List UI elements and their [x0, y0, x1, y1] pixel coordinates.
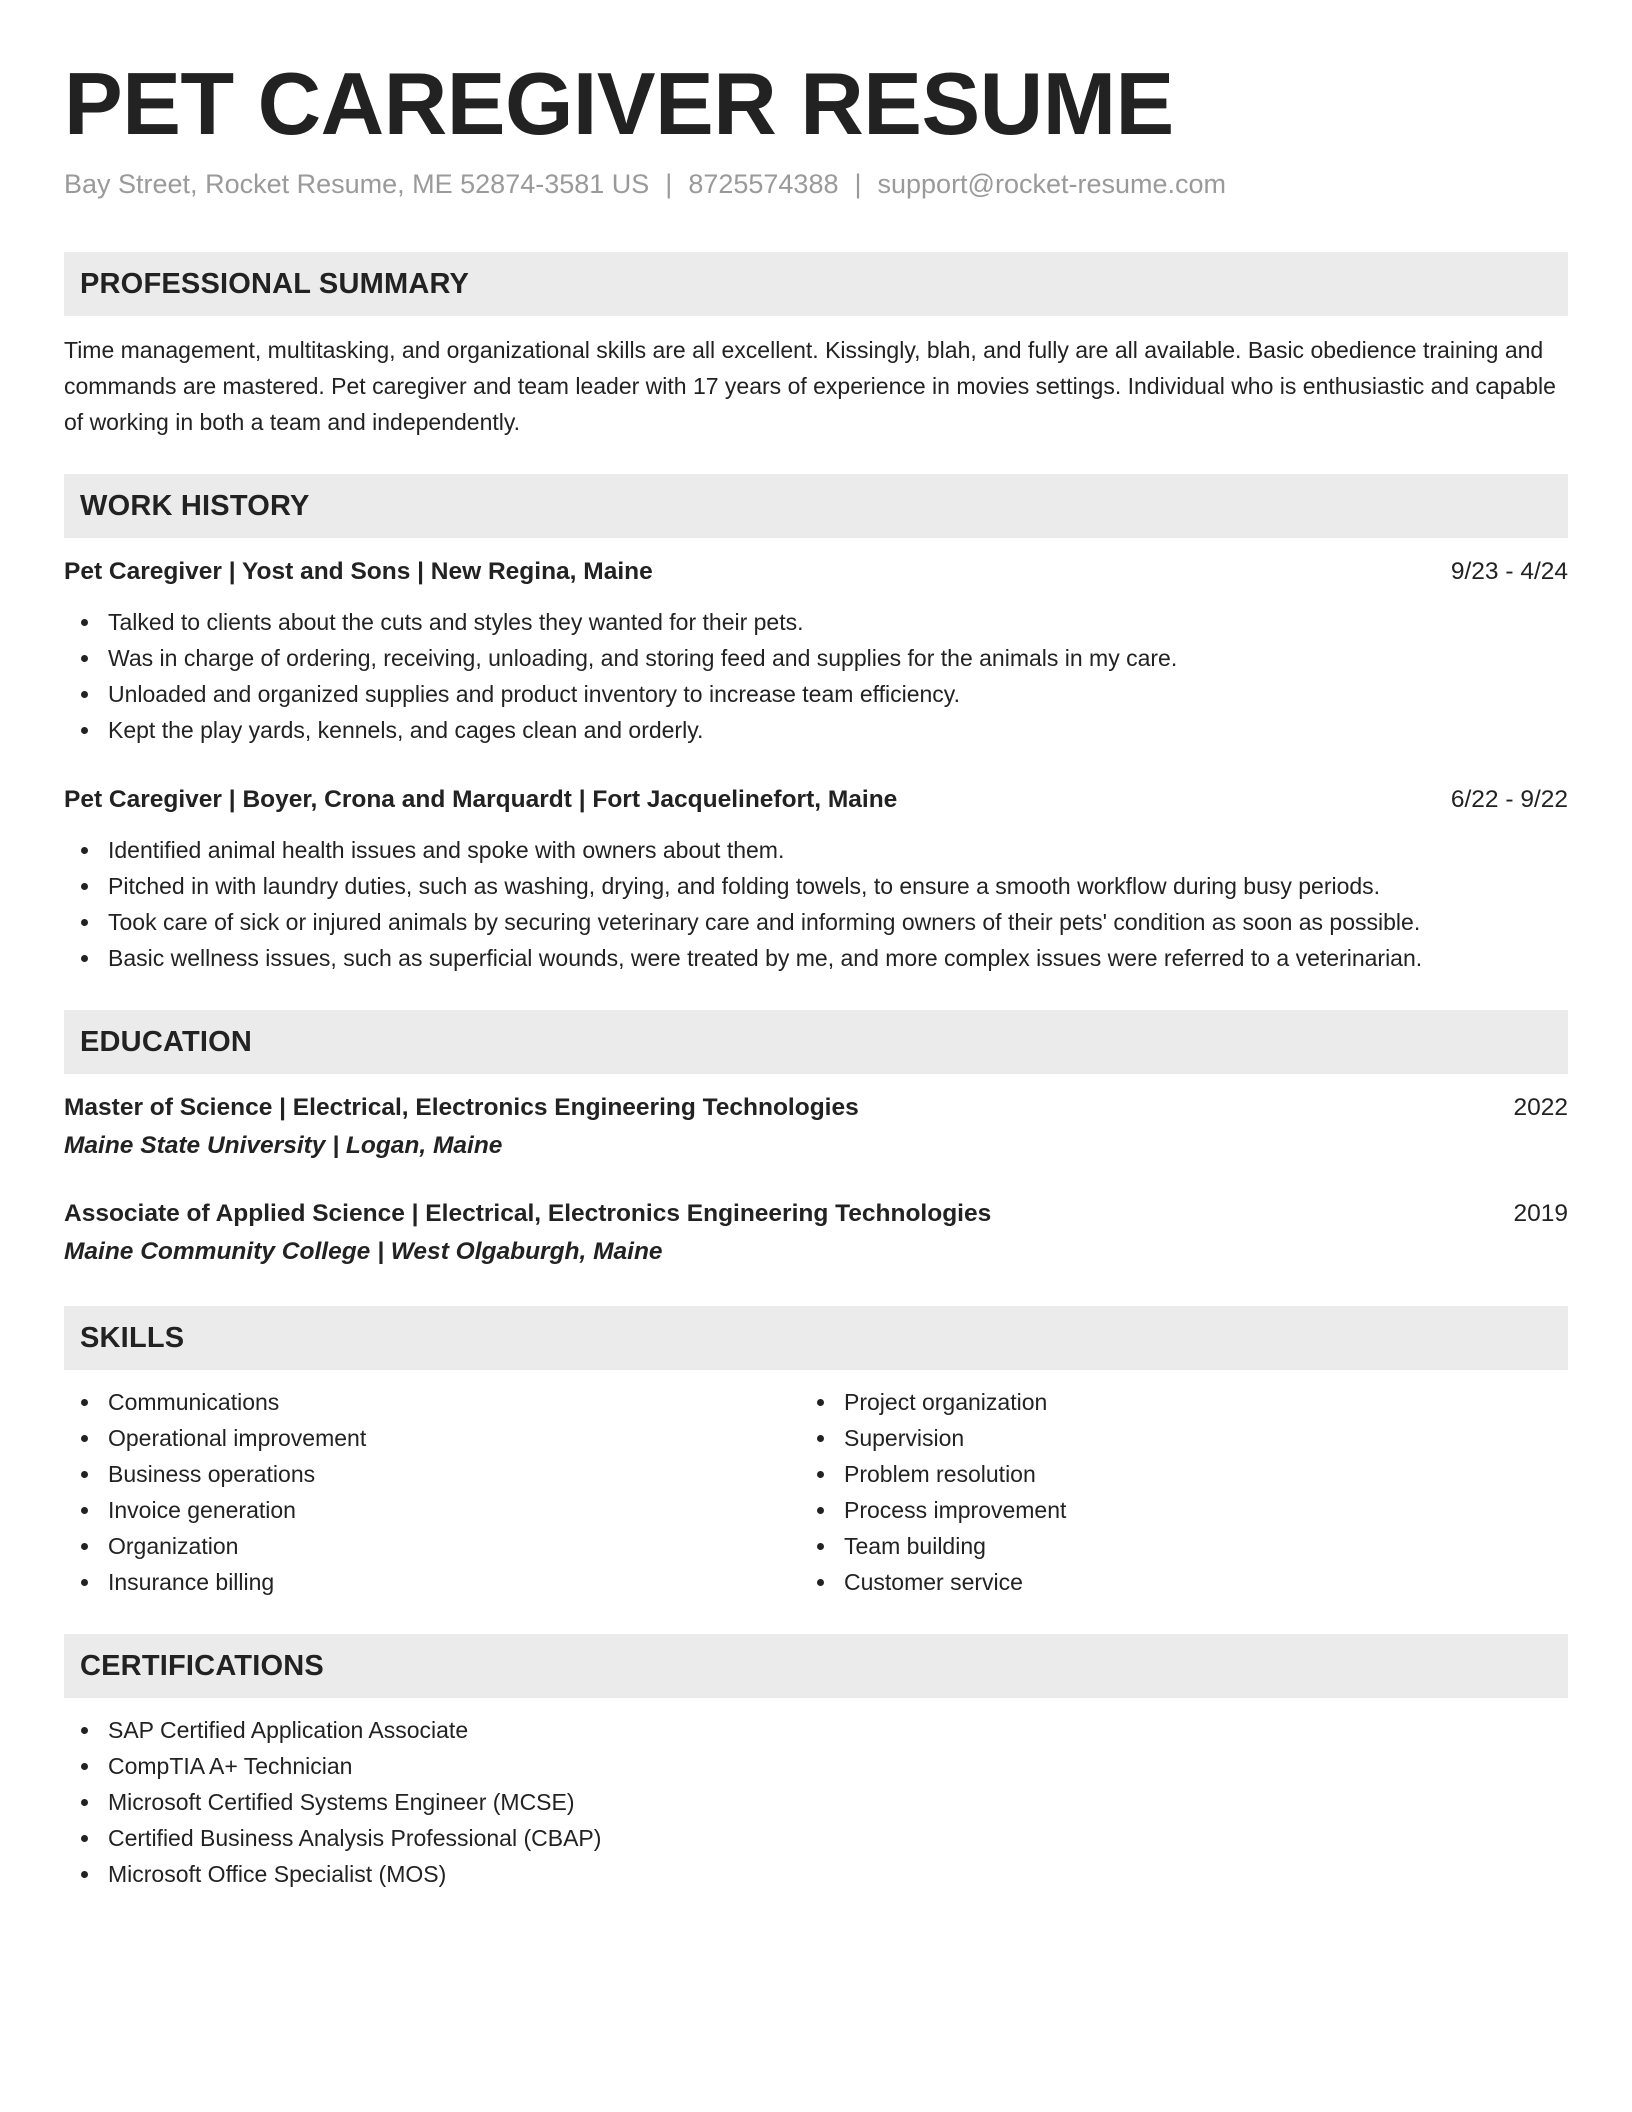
job-header [64, 554, 1568, 590]
degree-title: Associate of Applied Science | Electrical, Electronics Engineering Technologies [64, 1200, 992, 1227]
education-header [64, 1090, 1568, 1126]
certification-item: Microsoft Certified Systems Engineer (MCSE) [108, 1784, 1568, 1820]
skill-item: Invoice generation [108, 1492, 800, 1528]
skill-item: Project organization [844, 1384, 1560, 1420]
job-dates: 9/23 - 4/24 [1450, 558, 1568, 585]
list-item: Took care of sick or injured animals by securing veterinary care and informing owners of their pets' condition as soon as possible. [108, 904, 1568, 940]
list-item: Was in charge of ordering, receiving, unloading, and storing feed and supplies for the animals in my care. [108, 640, 1568, 676]
degree-title: Master of Science | Electrical, Electronics Engineering Technologies [64, 1094, 859, 1121]
skills-list-left [64, 1384, 800, 1600]
skill-item: Team building [844, 1528, 1560, 1564]
contact-separator: | [665, 169, 673, 199]
section-header-skills: SKILLS [64, 1306, 1568, 1370]
education-entry [64, 1090, 1568, 1166]
job-header [64, 782, 1568, 818]
education-header [64, 1196, 1568, 1232]
job-title: Pet Caregiver | Yost and Sons | New Regina, Maine [64, 558, 653, 585]
certification-item: SAP Certified Application Associate [108, 1712, 1568, 1748]
skill-item: Organization [108, 1528, 800, 1564]
resume-title: PET CAREGIVER RESUME [64, 54, 1174, 153]
skill-item: Communications [108, 1384, 800, 1420]
certification-item: CompTIA A+ Technician [108, 1748, 1568, 1784]
certifications-list [64, 1712, 1568, 1892]
job-title: Pet Caregiver | Boyer, Crona and Marquardt | Fort Jacquelinefort, Maine [64, 786, 898, 813]
job-bullets [64, 604, 1568, 748]
contact-line [64, 166, 1568, 202]
list-item: Basic wellness issues, such as superficial wounds, were treated by me, and more complex issues were referred to a veterinarian. [108, 940, 1568, 976]
skill-item: Insurance billing [108, 1564, 800, 1600]
job-entry [64, 782, 1568, 976]
list-item: Identified animal health issues and spoke with owners about them. [108, 832, 1568, 868]
section-header-summary: PROFESSIONAL SUMMARY [64, 252, 1568, 316]
skill-item: Customer service [844, 1564, 1560, 1600]
list-item: Unloaded and organized supplies and product inventory to increase team efficiency. [108, 676, 1568, 712]
summary-text: Time management, multitasking, and organizational skills are all excellent. Kissingly, blah, and fully are all available. Basic obedience training and commands are mastered. Pet caregiver and team leader with 17 years of experience in movies settings. Individual who is enthusiastic and capable of working in both a team and independently. [64, 337, 1556, 435]
contact-address: Bay Street, Rocket Resume, ME 52874-3581 US [64, 169, 650, 199]
education-entry [64, 1196, 1568, 1272]
job-dates: 6/22 - 9/22 [1450, 786, 1568, 813]
graduation-year: 2022 [1513, 1094, 1568, 1121]
skill-item: Operational improvement [108, 1420, 800, 1456]
skill-item: Supervision [844, 1420, 1560, 1456]
skill-item: Business operations [108, 1456, 800, 1492]
certification-item: Microsoft Office Specialist (MOS) [108, 1856, 1568, 1892]
section-header-education: EDUCATION [64, 1010, 1568, 1074]
skills-list-right [800, 1384, 1560, 1600]
job-bullets [64, 832, 1568, 976]
contact-phone: 8725574388 [688, 169, 839, 199]
skill-item: Problem resolution [844, 1456, 1560, 1492]
section-header-work-history: WORK HISTORY [64, 474, 1568, 538]
school-name: Maine State University | Logan, Maine [64, 1132, 503, 1159]
job-entry [64, 554, 1568, 748]
contact-email: support@rocket-resume.com [877, 169, 1227, 199]
list-item: Talked to clients about the cuts and styles they wanted for their pets. [108, 604, 1568, 640]
certification-item: Certified Business Analysis Professional (CBAP) [108, 1820, 1568, 1856]
graduation-year: 2019 [1513, 1200, 1568, 1227]
list-item: Pitched in with laundry duties, such as washing, drying, and folding towels, to ensure a smooth workflow during busy periods. [108, 868, 1568, 904]
list-item: Kept the play yards, kennels, and cages clean and orderly. [108, 712, 1568, 748]
skills-columns [64, 1370, 1568, 1600]
school-name: Maine Community College | West Olgaburgh, Maine [64, 1238, 663, 1265]
contact-separator: | [854, 169, 862, 199]
section-header-certifications: CERTIFICATIONS [64, 1634, 1568, 1698]
skill-item: Process improvement [844, 1492, 1560, 1528]
